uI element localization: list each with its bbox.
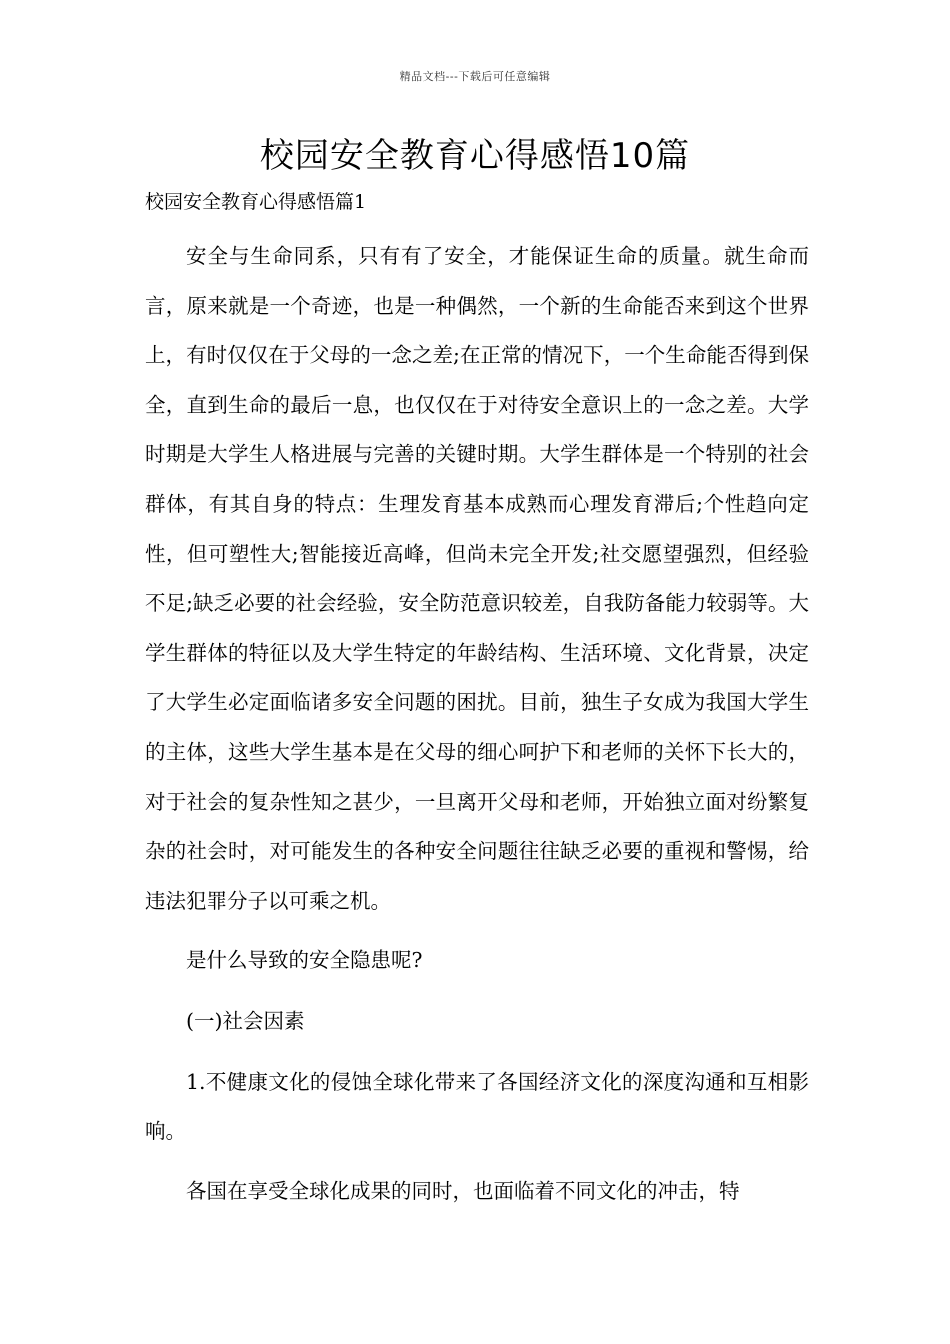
paragraph: 安全与生命同系，只有有了安全，才能保证生命的质量。就生命而言，原来就是一个奇迹，也是一种偶然，一个新的生命能否来到这个世界上，有时仅仅在于父母的一念之差;在正常的情况下，一个生命能否得到保全，直到生命的最后一息，也仅仅在于对待安全意识上的一念之差。大学时期是大学生人格进展与完善的关键时期。大学生群体是一个特别的社会群体，有其自身的特点：生理发育基本成熟而心理发育滞后;个性趋向定性，但可塑性大;智能接近高峰，但尚未完全开发;社交愿望强烈，但经验不足;缺乏必要的社会经验，安全防范意识较差，自我防备能力较弱等。大学生群体的特征以及大学生特定的年龄结构、生活环境、文化背景，决定了大学生必定面临诸多安全问题的困扰。目前，独生子女成为我国大学生的主体，这些大学生基本是在父母的细心呵护下和老师的关怀下长大的，对于社会的复杂性知之甚少，一旦离开父母和老师，开始独立面对纷繁复杂的社会时，对可能发生的各种安全问题往往缺乏必要的重视和警惕，给违法犯罪分子以可乘之机。: [145, 244, 809, 913]
document-body: [145, 232, 809, 1226]
section-heading: 校园安全教育心得感悟篇1: [145, 191, 367, 213]
document-title: 校园安全教育心得感悟10篇: [259, 136, 691, 176]
header-note: 精品文档---下载后可任意编辑: [399, 70, 551, 83]
paragraph: (一)社会因素: [186, 1008, 305, 1033]
paragraph: 是什么导致的安全隐患呢?: [186, 948, 423, 973]
paragraph: 1.不健康文化的侵蚀全球化带来了各国经济文化的深度沟通和互相影响。: [145, 1069, 809, 1144]
paragraph: 各国在享受全球化成果的同时，也面临着不同文化的冲击，特: [186, 1178, 740, 1203]
